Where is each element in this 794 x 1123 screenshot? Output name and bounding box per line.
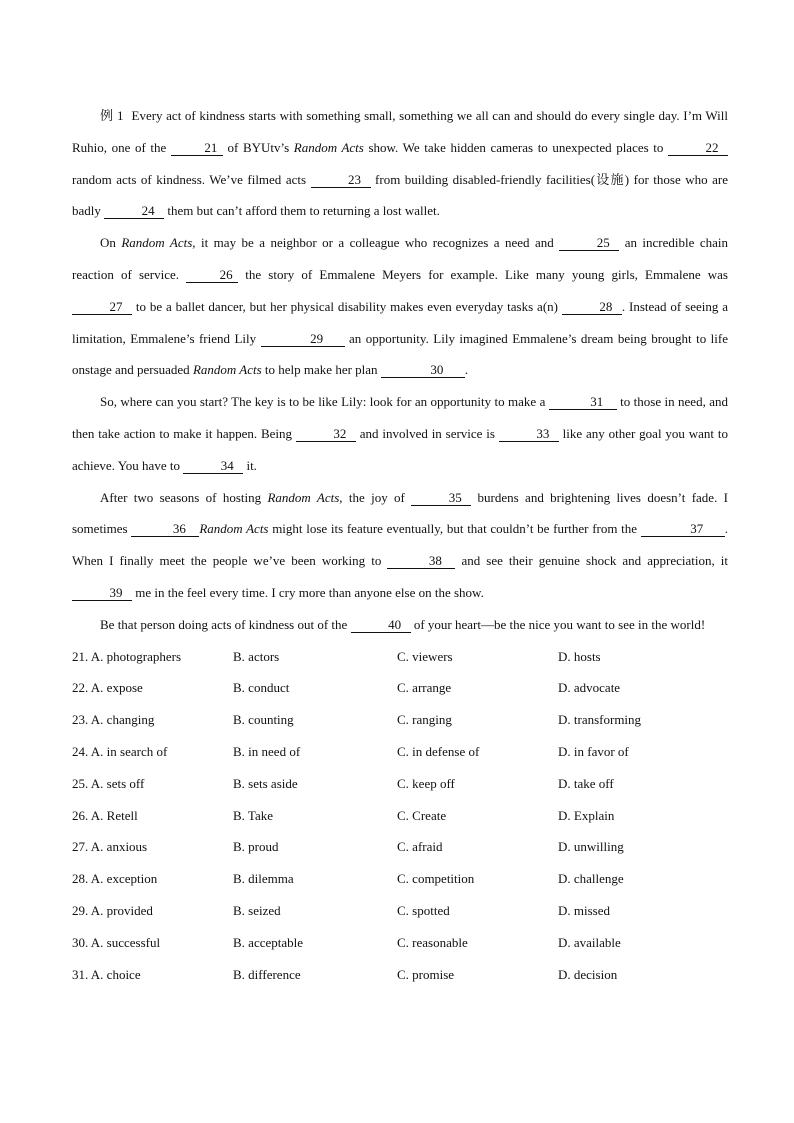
option-row-24 — [72, 736, 728, 768]
option-d: D. unwilling — [558, 839, 624, 855]
option-a: 22. A. expose — [72, 680, 143, 696]
option-row-31 — [72, 959, 728, 991]
option-a: 21. A. photographers — [72, 648, 182, 664]
option-row-22 — [72, 672, 728, 704]
option-d: D. advocate — [558, 680, 621, 696]
blank-29: 29 — [261, 331, 345, 347]
option-b: B. Take — [233, 807, 274, 823]
option-c: C. ranging — [397, 712, 452, 728]
option-c: C. arrange — [397, 680, 452, 696]
option-b: B. sets aside — [233, 775, 298, 791]
blank-39: 39 — [72, 585, 132, 601]
option-b: B. conduct — [233, 680, 290, 696]
blank-35: 35 — [411, 490, 471, 506]
blank-21: 21 — [171, 140, 223, 156]
option-row-23 — [72, 704, 728, 736]
option-c: C. Create — [397, 807, 447, 823]
option-d: D. available — [558, 934, 621, 950]
option-c: C. promise — [397, 966, 455, 982]
paragraph-3: So, where can you start? The key is to be like Lily: look for an opportunity to make a 31 to those in need, and then take action to make it happen. Being 32 and involved in service is 33 like any other goal you want to achieve. You have to 34 it. — [72, 394, 728, 473]
option-row-26 — [72, 800, 728, 832]
paragraph-2: On Random Acts, it may be a neighbor or a colleague who recognizes a need and 25 an incredible chain reaction of service. 26 the story of Emmalene Meyers for example. Like many young girls, Emmalene was 27 to be a ballet dancer, but her physical disability makes even everyday tasks a(n) 28 . Instead of seeing a limitation, Emmalene’s friend Lily 29 an opportunity. Lily imagined Emmalene’s dream being brought to life onstage and persuaded Random Acts to help make her plan 30 . — [72, 235, 729, 378]
blank-26: 26 — [186, 267, 238, 283]
option-b: B. seized — [233, 902, 281, 918]
blank-25: 25 — [559, 235, 619, 251]
option-d: D. hosts — [558, 648, 601, 664]
option-d: D. transforming — [558, 712, 642, 728]
option-row-25 — [72, 768, 728, 800]
blank-36: 36 — [131, 521, 199, 537]
option-row-30 — [72, 927, 728, 959]
options-list — [72, 641, 728, 991]
paragraph-1: 例 1 Every act of kindness starts with something small, something we all can and should do every single day. I’m Will Ruhio, one of the 21 of BYUtv’s Random Acts show. We take hidden cameras to unexpected places to 22 random acts of kindness. We’ve filmed acts 23 from building disabled-friendly facilities(设施) for those who are badly 24 them but can’t afford them to returning a lost wallet. — [72, 108, 728, 219]
option-d: D. in favor of — [558, 743, 629, 759]
option-b: B. counting — [233, 712, 294, 728]
option-d: D. take off — [558, 775, 614, 791]
blank-33: 33 — [499, 426, 559, 442]
option-c: C. spotted — [397, 902, 450, 918]
option-row-29 — [72, 895, 728, 927]
blank-24: 24 — [104, 203, 164, 219]
option-a: 24. A. in search of — [72, 743, 168, 759]
option-a: 26. A. Retell — [72, 807, 138, 823]
option-row-27 — [72, 831, 728, 863]
option-row-28 — [72, 863, 728, 895]
option-a: 27. A. anxious — [72, 839, 148, 855]
blank-27: 27 — [72, 299, 132, 315]
option-a: 25. A. sets off — [72, 775, 145, 791]
option-c: C. competition — [397, 871, 475, 887]
example-label: 例 1 — [100, 108, 124, 123]
blank-30: 30 — [381, 362, 465, 378]
option-a: 28. A. exception — [72, 871, 158, 887]
option-c: C. afraid — [397, 839, 443, 855]
blank-23: 23 — [311, 172, 371, 188]
paragraph-4: After two seasons of hosting Random Acts, the joy of 35 burdens and brightening lives doesn’t fade. I sometimes 36 Random Acts might lose its feature eventually, but that couldn’t be further from the 37 . When I finally meet the people we’ve been working to 38 and see their genuine shock and appreciation, it 39 me in the feel every time. I cry more than anyone else on the show. — [72, 489, 728, 600]
option-row-21 — [72, 641, 728, 673]
option-d: D. decision — [558, 966, 618, 982]
option-b: B. dilemma — [233, 871, 294, 887]
option-b: B. acceptable — [233, 934, 304, 950]
blank-32: 32 — [296, 426, 356, 442]
option-b: B. proud — [233, 839, 279, 855]
blank-40: 40 — [351, 617, 411, 633]
option-b: B. in need of — [233, 743, 301, 759]
document-page — [72, 100, 728, 990]
blank-31: 31 — [549, 394, 617, 410]
option-c: C. viewers — [397, 648, 453, 664]
option-b: B. actors — [233, 648, 280, 664]
blank-37: 37 — [641, 521, 725, 537]
option-a: 31. A. choice — [72, 966, 141, 982]
option-d: D. Explain — [558, 807, 615, 823]
option-d: D. missed — [558, 902, 610, 918]
option-c: C. in defense of — [397, 743, 480, 759]
blank-34: 34 — [183, 458, 243, 474]
blank-28: 28 — [562, 299, 622, 315]
option-c: C. reasonable — [397, 934, 468, 950]
option-c: C. keep off — [397, 775, 455, 791]
paragraph-5: Be that person doing acts of kindness out of the 40 of your heart—be the nice you want to see in the world! — [100, 616, 706, 632]
option-a: 29. A. provided — [72, 902, 153, 918]
option-a: 23. A. changing — [72, 712, 155, 728]
option-b: B. difference — [233, 966, 301, 982]
option-d: D. challenge — [558, 871, 624, 887]
option-a: 30. A. successful — [72, 934, 161, 950]
blank-22: 22 — [668, 140, 728, 156]
blank-38: 38 — [387, 553, 455, 569]
